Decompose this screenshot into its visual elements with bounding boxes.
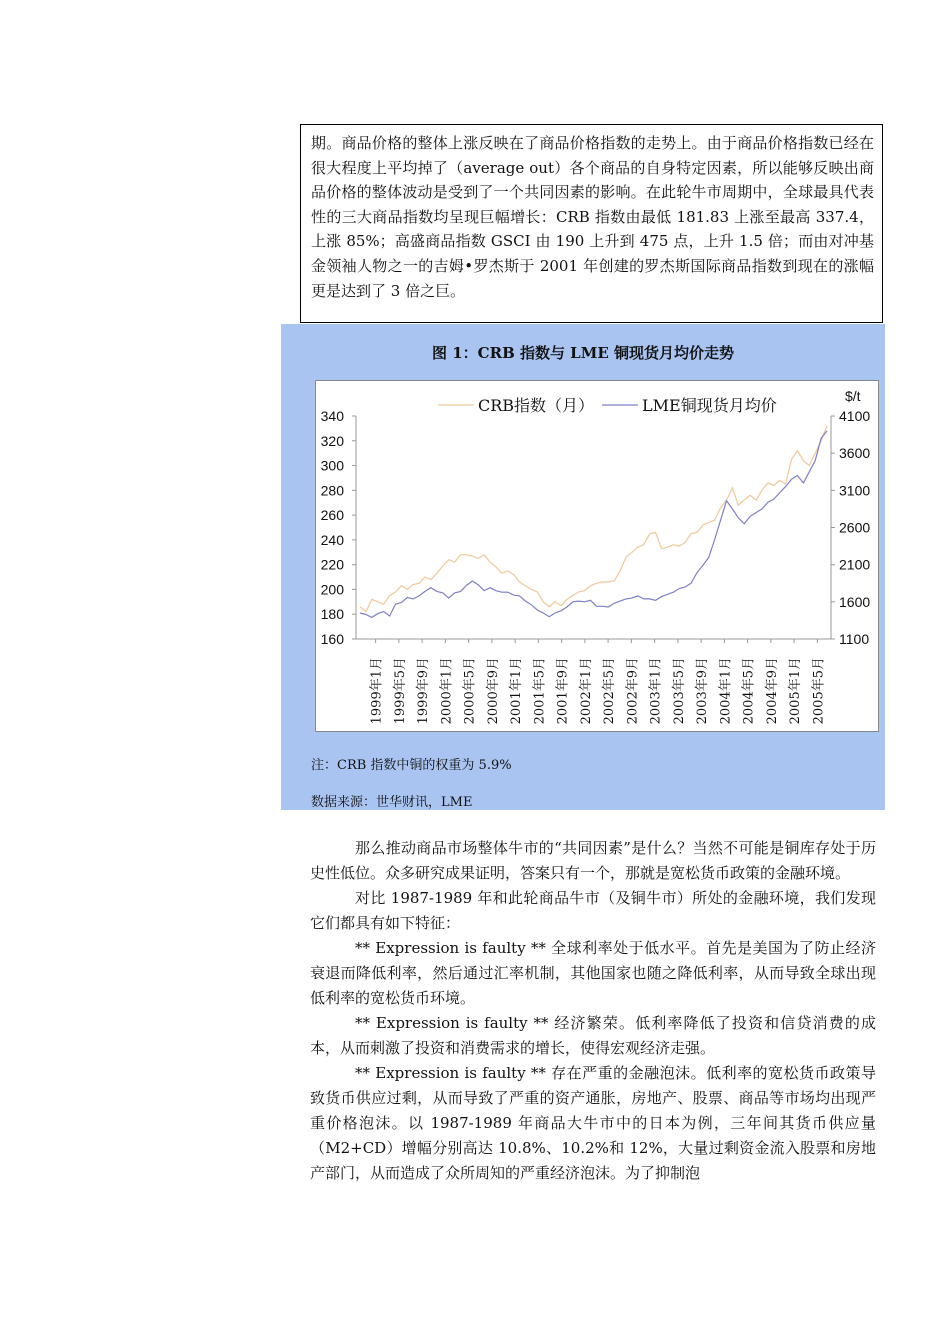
x-tick-label: 2005年5月 bbox=[811, 657, 827, 725]
x-tick-label: 2000年1月 bbox=[439, 657, 455, 725]
y-left-tick-label: 160 bbox=[320, 631, 344, 647]
y-right-tick-label: 3100 bbox=[839, 482, 871, 499]
y-right-tick-label: 2100 bbox=[839, 556, 871, 573]
x-tick-label: 1999年5月 bbox=[392, 657, 408, 725]
y-left-tick-label: 320 bbox=[320, 432, 344, 449]
figure-panel bbox=[281, 324, 885, 810]
body-paragraph-3: ** Expression is faulty ** 全球利率处于低水平。首先是美国为了防止经济衰退而降低利率，然后通过汇率机制，其他国家也随之降低利率，从而导致全球出现低利率的宽松货币环境。 bbox=[310, 939, 876, 1007]
body-paragraph-2: 对比 1987-1989 年和此轮商品牛市（及铜牛市）所处的金融环境，我们发现它们都具有如下特征： bbox=[310, 889, 876, 932]
x-tick-label: 2004年1月 bbox=[718, 657, 734, 725]
line-chart bbox=[316, 381, 880, 733]
body-text bbox=[310, 836, 876, 1186]
text-box bbox=[300, 124, 883, 323]
x-tick-label: 2000年9月 bbox=[485, 657, 501, 725]
y-right-tick-label: 4100 bbox=[839, 408, 871, 424]
x-tick-label: 2004年9月 bbox=[764, 657, 780, 725]
x-tick-label: 2005年1月 bbox=[788, 657, 804, 725]
x-tick-label: 1999年9月 bbox=[416, 657, 432, 725]
body-paragraph-1: 那么推动商品市场整体牛市的“共同因素”是什么？当然不可能是铜库存处于历史性低位。众多研究成果证明，答案只有一个，那就是宽松货币政策的金融环境。 bbox=[310, 839, 876, 882]
figure-title: 图 1：CRB 指数与 LME 铜现货月均价走势 bbox=[432, 344, 734, 362]
y-left-tick-label: 200 bbox=[320, 581, 344, 598]
y-right-tick-label: 1100 bbox=[839, 631, 870, 647]
x-tick-label: 2004年5月 bbox=[741, 657, 757, 725]
x-tick-label: 2000年5月 bbox=[462, 657, 478, 725]
x-tick-label: 2002年5月 bbox=[602, 657, 618, 725]
y-left-tick-label: 180 bbox=[320, 606, 344, 623]
y-right-tick-label: 2600 bbox=[839, 519, 871, 536]
y-right-unit-label: $/t bbox=[845, 388, 861, 404]
top-paragraph: 期。商品价格的整体上涨反映在了商品价格指数的走势上。由于商品价格指数已经在很大程度上平均掉了（average out）各个商品的自身特定因素，所以能够反映出商品价格的整体波动是受到了一个共同因素的影响。在此轮牛市周期中，全球最具代表性的三大商品指数均呈现巨幅增长：CRB 指数由最低 181.83 上涨至最高 337.4，上涨 85%；高盛商品指数 GSCI 由 190 上升到 475 点，上升 1.5 倍；而由对冲基金领袖人物之一的吉姆•罗杰斯于 2001 年创建的罗杰斯国际商品指数到现在的涨幅更是达到了 3 倍之巨。 bbox=[311, 134, 874, 300]
figure-source: 数据来源：世华财讯，LME bbox=[311, 795, 473, 810]
crb-series-line bbox=[360, 426, 827, 612]
lme-copper-series-line bbox=[360, 431, 827, 618]
x-tick-label: 2002年1月 bbox=[578, 657, 594, 725]
y-right-tick-label: 1600 bbox=[839, 593, 871, 610]
x-tick-label: 2001年1月 bbox=[509, 657, 525, 725]
legend-crb-label: CRB指数（月） bbox=[478, 396, 595, 415]
body-paragraph-4: ** Expression is faulty ** 经济繁荣。低利率降低了投资和信贷消费的成本，从而刺激了投资和消费需求的增长，使得宏观经济走强。 bbox=[310, 1014, 876, 1057]
y-left-tick-label: 240 bbox=[320, 531, 344, 548]
y-right-tick-label: 3600 bbox=[839, 445, 871, 462]
x-tick-label: 2002年9月 bbox=[625, 657, 641, 725]
y-left-tick-label: 300 bbox=[320, 457, 344, 474]
y-left-tick-label: 280 bbox=[320, 482, 344, 499]
body-paragraph-5: ** Expression is faulty ** 存在严重的金融泡沫。低利率的宽松货币政策导致货币供应过剩，从而导致了严重的资产通胀，房地产、股票、商品等市场均出现严重价格泡沫。以 1987-1989 年商品大牛市中的日本为例，三年间其货币供应量（M2+CD）增幅分别高达 10.8%、10.2%和 12%，大量过剩资金流入股票和房地产部门，从而造成了众所周知的严重经济泡沫。为了抑制泡 bbox=[310, 1064, 876, 1182]
x-tick-label: 2001年9月 bbox=[555, 657, 571, 725]
figure-note: 注：CRB 指数中铜的权重为 5.9% bbox=[311, 758, 512, 773]
x-tick-label: 2003年9月 bbox=[695, 657, 711, 725]
x-tick-label: 1999年1月 bbox=[369, 657, 385, 725]
legend-lme-label: LME铜现货月均价 bbox=[642, 396, 777, 415]
y-left-tick-label: 220 bbox=[320, 556, 344, 573]
x-tick-label: 2003年1月 bbox=[648, 657, 664, 725]
y-left-tick-label: 340 bbox=[320, 408, 344, 424]
x-tick-label: 2001年5月 bbox=[532, 657, 548, 725]
chart-container bbox=[315, 380, 879, 732]
y-left-tick-label: 260 bbox=[320, 507, 344, 524]
x-tick-label: 2003年5月 bbox=[671, 657, 687, 725]
